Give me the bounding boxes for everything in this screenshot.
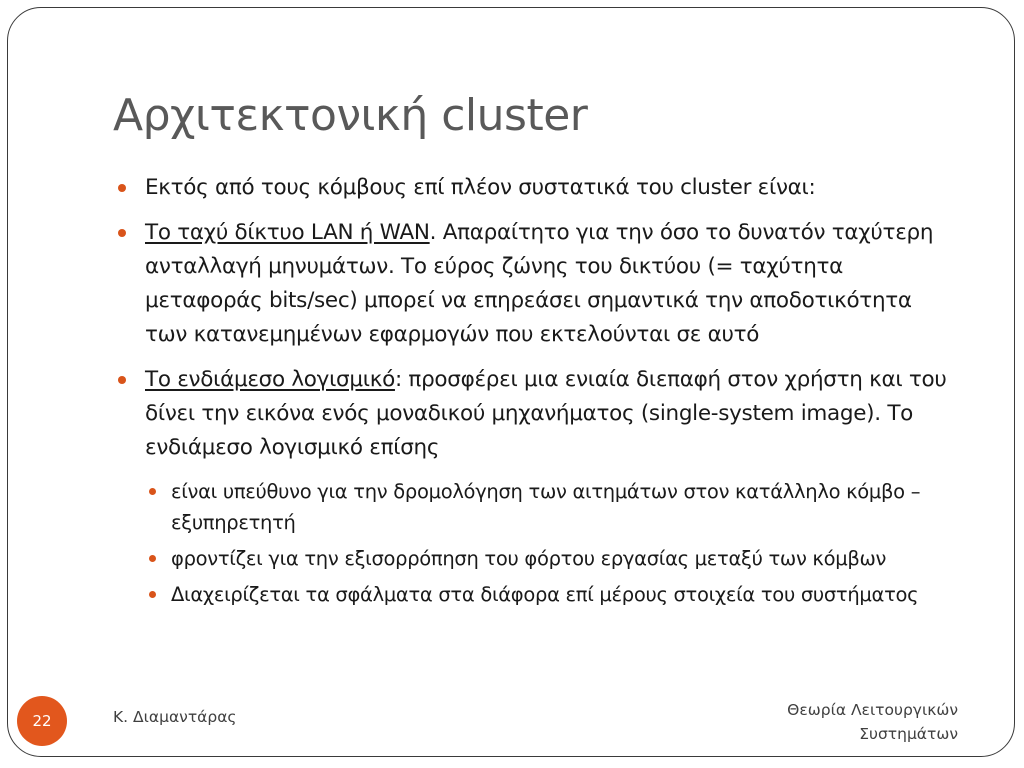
bullet-item bbox=[118, 171, 958, 205]
sub-bullet-text: Διαχειρίζεται τα σφάλματα στα διάφορα επί μέρους στοιχεία του συστήματος bbox=[171, 583, 919, 606]
bullet-text: : προσφέρει μια ενιαία διεπαφή στον χρήστη και του δίνει την εικόνα ενός μοναδικού μηχανήματος (single-system image). Το ενδιάμεσο λογισμικό επίσης bbox=[145, 367, 947, 460]
bullet-dot-icon bbox=[118, 376, 126, 384]
bullet-dot-icon bbox=[149, 591, 156, 598]
page-number-badge: 22 bbox=[17, 696, 67, 746]
sub-bullet-list bbox=[118, 476, 958, 610]
bullet-underlined-term: Το ταχύ δίκτυο LAN ή WAN bbox=[145, 220, 430, 245]
bullet-underlined-term: Το ενδιάμεσο λογισμικό bbox=[145, 367, 395, 392]
bullet-dot-icon bbox=[118, 229, 126, 237]
sub-bullet-item bbox=[149, 543, 958, 574]
bullet-text: . Απαραίτητο για την όσο το δυνατόν ταχύτερη ανταλλαγή μηνυμάτων. Το εύρος ζώνης του δικτύου (= ταχύτητα μεταφοράς bits/sec) μπορεί να επηρεάσει σημαντικά την αποδοτικότητα των κατανεμημένων εφαρμογών που εκτελούνται σε αυτό bbox=[145, 220, 934, 347]
footer-course-line: Θεωρία Λειτουργικών bbox=[787, 701, 958, 719]
sub-bullet-text: φροντίζει για την εξισορρόπηση του φόρτου εργασίας μεταξύ των κόμβων bbox=[171, 547, 887, 570]
sub-bullet-item bbox=[149, 579, 958, 610]
bullet-item bbox=[118, 363, 958, 465]
bullet-dot-icon bbox=[118, 184, 126, 192]
footer-course-line: Συστημάτων bbox=[859, 725, 958, 743]
footer-course-title bbox=[787, 698, 958, 746]
bullet-dot-icon bbox=[149, 488, 156, 495]
bullet-text: Εκτός από τους κόμβους επί πλέον συστατικά του cluster είναι: bbox=[145, 175, 816, 200]
bullet-dot-icon bbox=[149, 555, 156, 562]
slide-title: Αρχιτεκτονική cluster bbox=[113, 90, 588, 141]
footer-author: Κ. Διαμαντάρας bbox=[113, 708, 237, 726]
sub-bullet-item bbox=[149, 476, 958, 538]
slide-content bbox=[118, 171, 958, 615]
sub-bullet-text: είναι υπεύθυνο για την δρομολόγηση των αιτημάτων στον κατάλληλο κόμβο – εξυπηρετητή bbox=[171, 480, 921, 534]
bullet-item bbox=[118, 216, 958, 352]
